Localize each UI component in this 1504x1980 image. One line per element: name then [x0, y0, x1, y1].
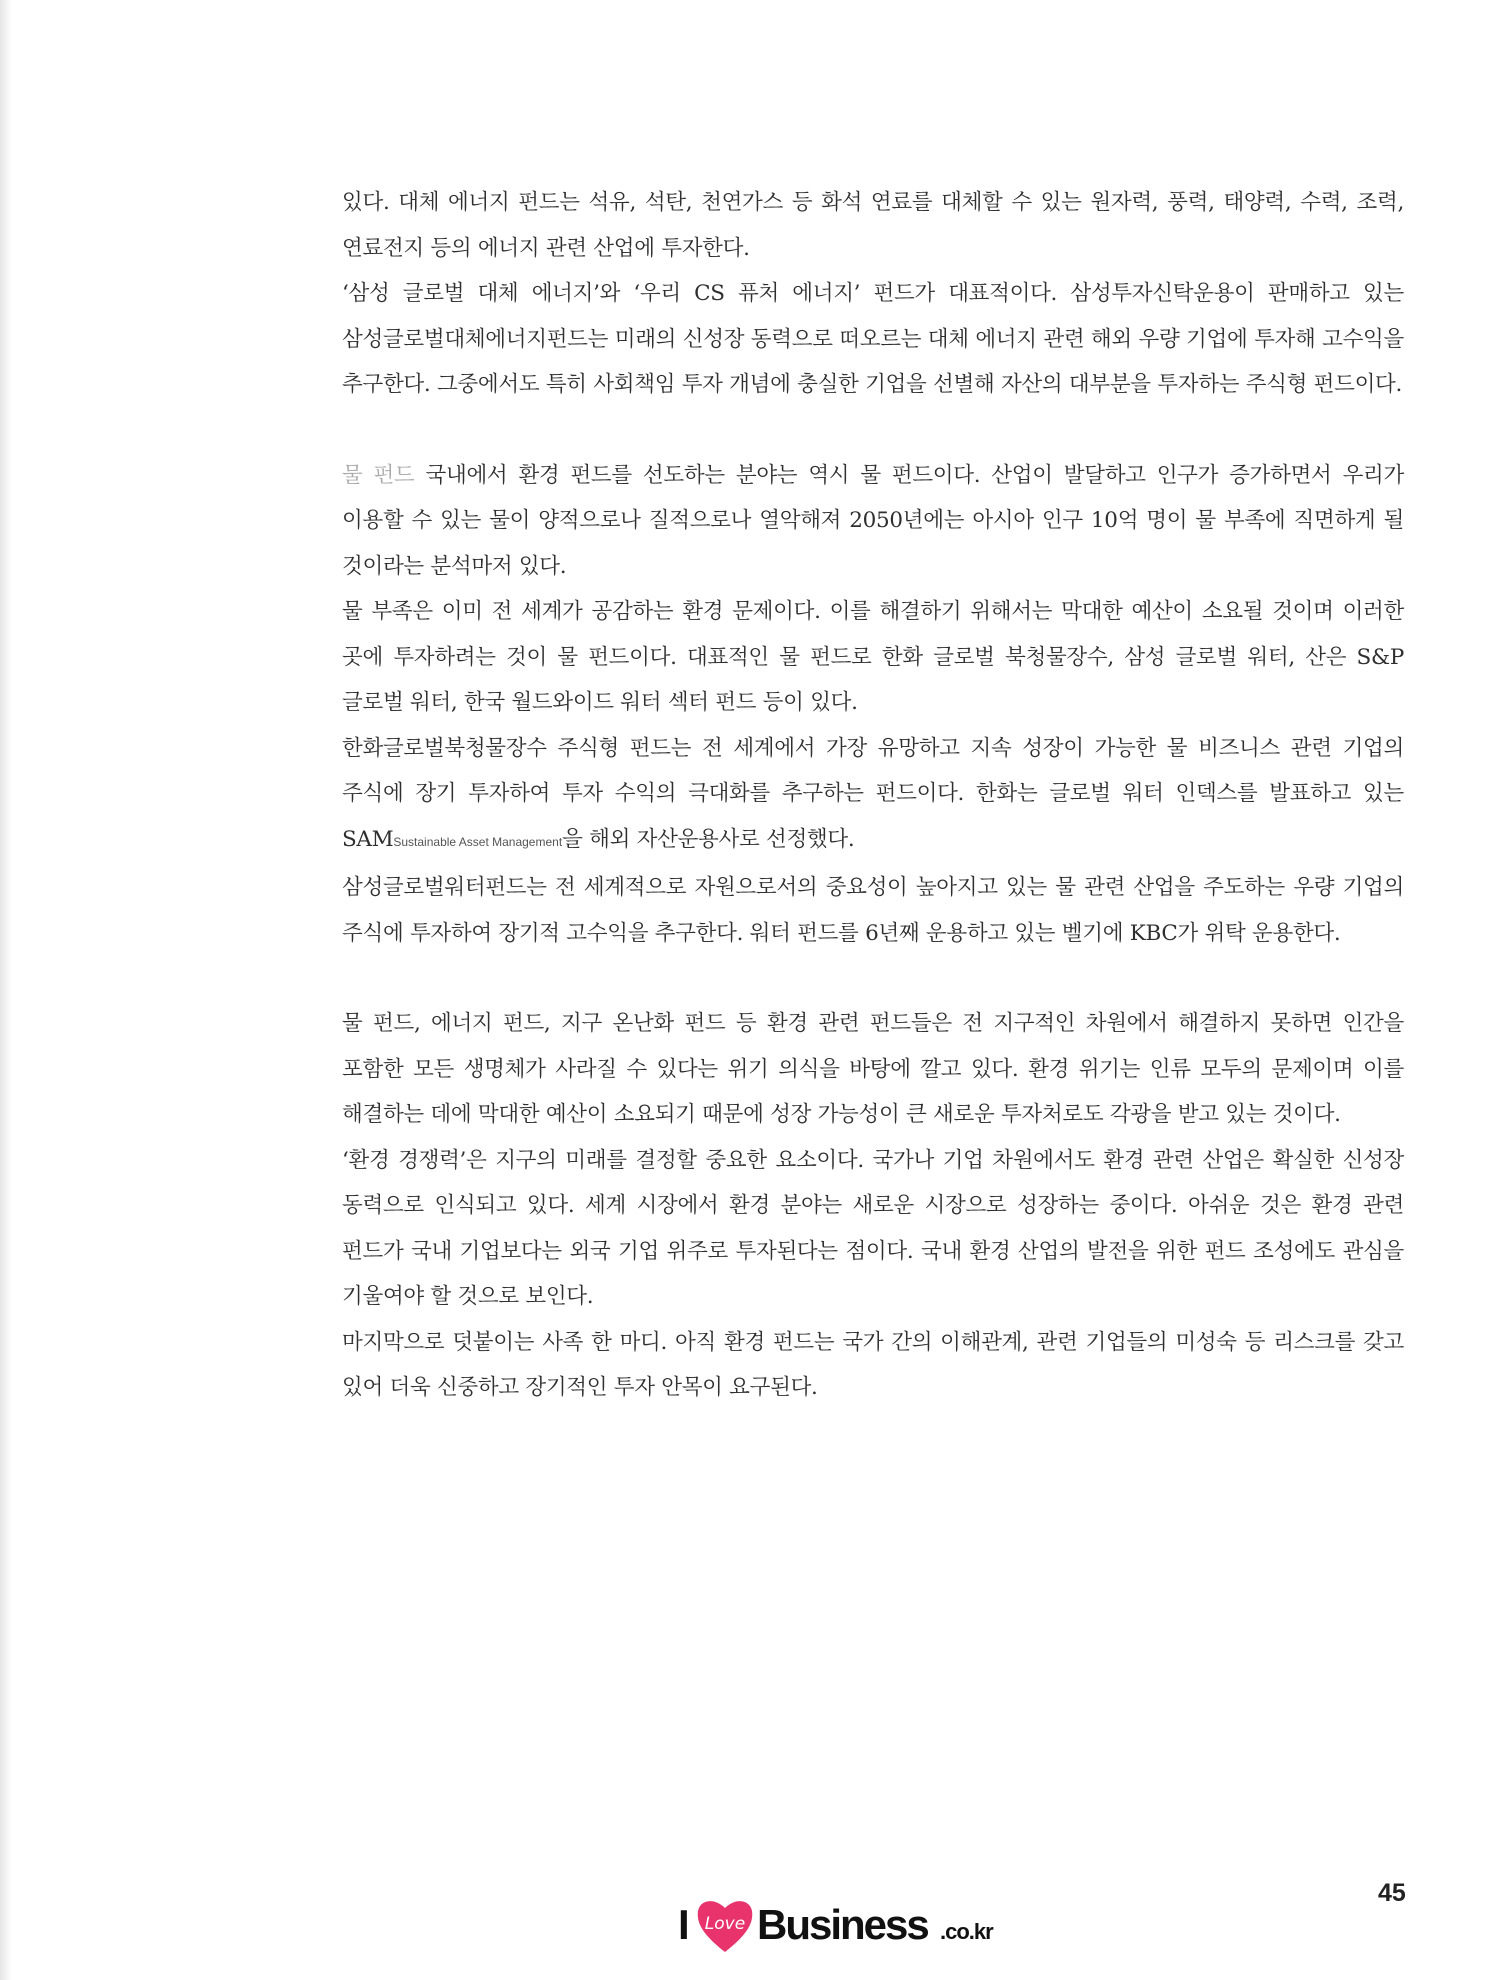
paragraph-water-fund-intro — [342, 453, 1404, 590]
paragraph-closing-remark: 마지막으로 덧붙이는 사족 한 마디. 아직 환경 펀드는 국가 간의 이해관계, 관련 기업들의 미성숙 등 리스크를 갖고 있어 더욱 신중하고 장기적인 투자 안목이 요구된다. — [342, 1329, 1404, 1400]
paragraph-water-fund-text: 국내에서 환경 펀드를 선도하는 분야는 역시 물 펀드이다. 산업이 발달하고 인구가 증가하면서 우리가 이용할 수 있는 물이 양적으로나 질적으로나 열악해져 2050년에는 아시아 인구 10억 명이 물 부족에 직면하게 될 것이라는 분석마저 있다. — [342, 462, 1404, 579]
logo-love-text: Love — [704, 1914, 746, 1934]
paragraph-gap — [342, 408, 1404, 453]
paragraph-gap — [342, 956, 1404, 1001]
page-edge-shadow — [0, 0, 12, 1980]
page-number: 45 — [1378, 1879, 1406, 1907]
logo-letter-i: I — [678, 1901, 690, 1948]
paragraph-water-shortage: 물 부족은 이미 전 세계가 공감하는 환경 문제이다. 이를 해결하기 위해서는 막대한 예산이 소요될 것이며 이러한 곳에 투자하려는 것이 물 펀드이다. 대표적인 물 펀드로 한화 글로벌 북청물장수, 삼성 글로벌 워터, 산은 S&P 글로벌 워터, 한국 월드와이드 워터 섹터 펀드 등이 있다. — [342, 599, 1404, 715]
paragraph-environment-funds: 물 펀드, 에너지 펀드, 지구 온난화 펀드 등 환경 관련 펀드들은 전 지구적인 차원에서 해결하지 못하면 인간을 포함한 모든 생명체가 사라질 수 있다는 위기 의식을 바탕에 깔고 있다. 환경 위기는 인류 모두의 문제이며 이를 해결하는 데에 막대한 예산이 소요되기 때문에 성장 가능성이 큰 새로운 투자처로도 각광을 받고 있는 것이다. — [342, 1011, 1404, 1127]
paragraph-alt-energy-intro: 있다. 대체 에너지 펀드는 석유, 석탄, 천연가스 등 화석 연료를 대체할 수 있는 원자력, 풍력, 태양력, 수력, 조력, 연료전지 등의 에너지 관련 산업에 투자한다. — [342, 190, 1404, 261]
paragraph-hanwha-fund — [342, 726, 1404, 866]
ilovebusiness-logo — [678, 1895, 998, 1959]
section-subhead-water-fund: 물 펀드 — [342, 462, 415, 488]
logo-business-text: Business — [757, 1901, 928, 1948]
hanwha-text-end: 을 해외 자산운용사로 선정했다. — [562, 826, 855, 852]
paragraph-samsung-alt-energy: ‘삼성 글로벌 대체 에너지’와 ‘우리 CS 퓨처 에너지’ 펀드가 대표적이다. 삼성투자신탁운용이 판매하고 있는 삼성글로벌대체에너지펀드는 미래의 신성장 동력으로 떠오르는 대체 에너지 관련 해외 우량 기업에 투자해 고수익을 추구한다. 그중에서도 특히 사회책임 투자 개념에 충실한 기업을 선별해 자산의 대부분을 투자하는 주식형 펀드이다. — [342, 281, 1404, 397]
logo-domain-text: .co.kr — [940, 1919, 993, 1944]
hanwha-text-start: 한화글로벌북청물장수 주식형 펀드는 전 세계에서 가장 유망하고 지속 성장이 가능한 물 비즈니스 관련 기업의 주식에 장기 투자하여 투자 수익의 극대화를 추구하는 펀드이다. 한화는 글로벌 워터 인덱스를 발표하고 있는 SAM — [342, 735, 1404, 852]
paragraph-environment-competitiveness: ‘환경 경쟁력’은 지구의 미래를 결정할 중요한 요소이다. 국가나 기업 차원에서도 환경 관련 산업은 확실한 신성장 동력으로 인식되고 있다. 세계 시장에서 환경 분야는 새로운 시장으로 성장하는 중이다. 아쉬운 것은 환경 관련 펀드가 국내 기업보다는 외국 기업 위주로 투자된다는 점이다. 국내 환경 산업의 발전을 위한 펀드 조성에도 관심을 기울여야 할 것으로 보인다. — [342, 1147, 1404, 1309]
sam-subscript: Sustainable Asset Management — [393, 834, 563, 849]
paragraph-samsung-water-fund: 삼성글로벌워터펀드는 전 세계적으로 자원으로서의 중요성이 높아지고 있는 물 관련 산업을 주도하는 우량 기업의 주식에 투자하여 장기적 고수익을 추구한다. 워터 펀드를 6년째 운용하고 있는 벨기에 KBC가 위탁 운용한다. — [342, 875, 1404, 946]
article-body — [342, 180, 1404, 1411]
